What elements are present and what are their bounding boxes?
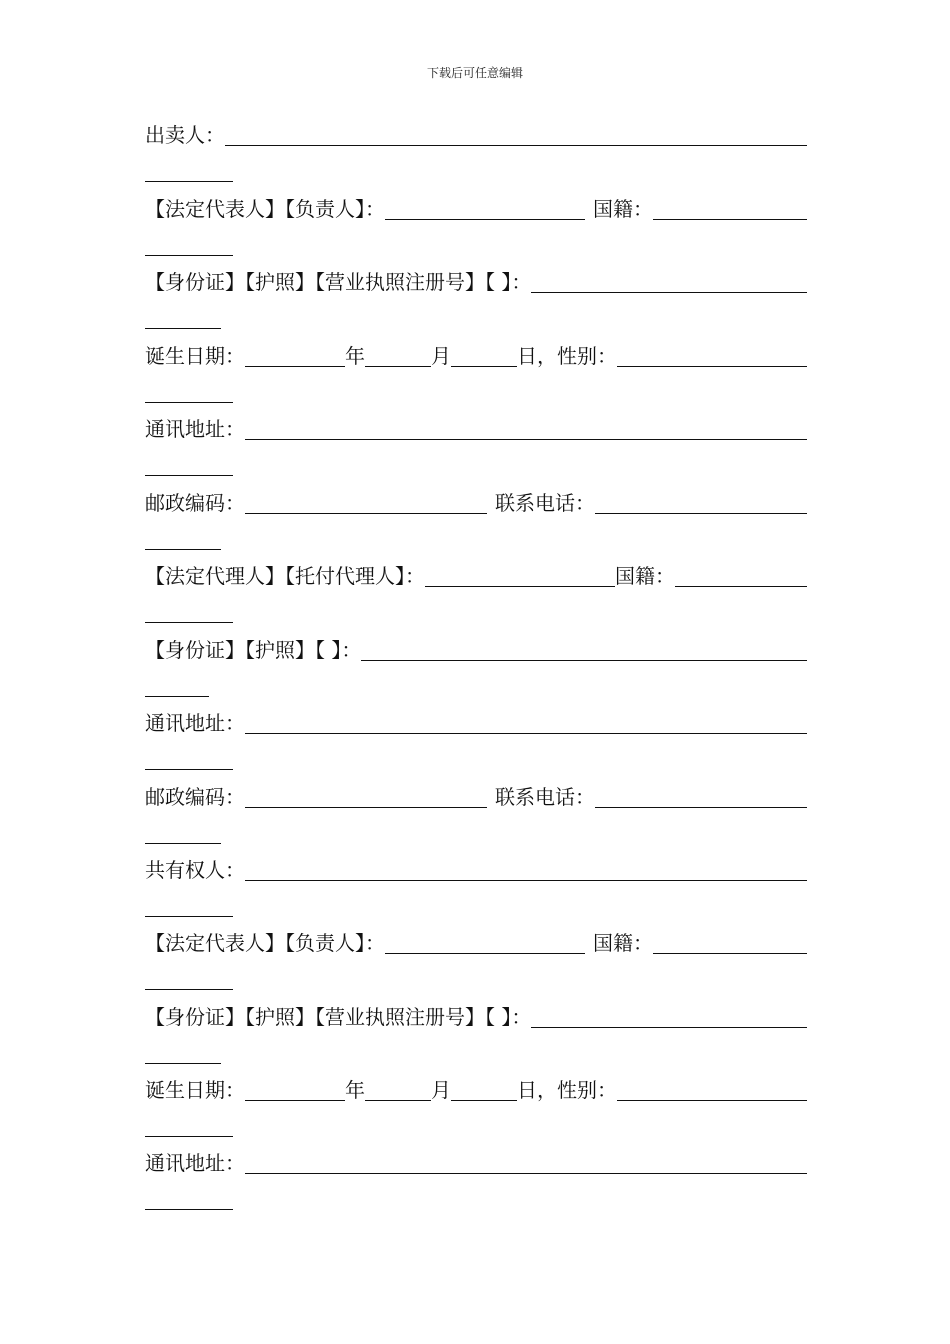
agent-field[interactable] xyxy=(425,564,615,587)
co-gender-field[interactable] xyxy=(617,1078,807,1101)
gender-field[interactable] xyxy=(617,344,807,367)
co-owner-field[interactable] xyxy=(245,858,807,881)
co-owner-label: 共有权人： xyxy=(145,858,245,882)
co-day-gender-label: 日，性别： xyxy=(517,1078,617,1102)
agent-nationality-label: 国籍： xyxy=(615,564,675,588)
co-nationality-label: 国籍： xyxy=(593,931,653,955)
agent-nationality-field[interactable] xyxy=(675,564,807,587)
co-year-label: 年 xyxy=(345,1078,365,1102)
id-doc-field-tail[interactable] xyxy=(145,327,221,329)
legal-rep-field[interactable] xyxy=(385,197,585,220)
agent-address-field-tail[interactable] xyxy=(145,768,233,770)
seller-row xyxy=(145,120,807,150)
agent-address-label: 通讯地址： xyxy=(145,711,245,735)
address-field-tail[interactable] xyxy=(145,474,233,476)
address-label: 通讯地址： xyxy=(145,417,245,441)
agent-id-label: 【身份证】【护照】【 】： xyxy=(145,638,362,662)
agent-row xyxy=(145,561,807,591)
agent-nationality-field-tail[interactable] xyxy=(145,621,233,623)
co-owner-field-tail[interactable] xyxy=(145,915,233,917)
birth-label: 诞生日期： xyxy=(145,344,245,368)
co-address-field-tail[interactable] xyxy=(145,1208,233,1210)
seller-label: 出卖人： xyxy=(145,123,225,147)
agent-postal-row xyxy=(145,782,807,812)
co-birth-year-field[interactable] xyxy=(245,1078,345,1101)
legal-rep-label: 【法定代表人】【负责人】： xyxy=(145,197,385,221)
co-id-doc-field-tail[interactable] xyxy=(145,1062,221,1064)
agent-address-row xyxy=(145,708,807,738)
co-birth-row xyxy=(145,1075,807,1105)
legal-rep-row xyxy=(145,194,807,224)
co-id-doc-field[interactable] xyxy=(531,1005,807,1028)
birth-month-field[interactable] xyxy=(365,344,431,367)
co-legal-rep-field[interactable] xyxy=(385,931,585,954)
phone-field[interactable] xyxy=(595,491,807,514)
co-nationality-field[interactable] xyxy=(653,931,807,954)
agent-postal-field[interactable] xyxy=(245,785,487,808)
day-gender-label: 日，性别： xyxy=(517,344,617,368)
co-legal-rep-label: 【法定代表人】【负责人】： xyxy=(145,931,385,955)
co-id-doc-label: 【身份证】【护照】【营业执照注册号】【 】： xyxy=(145,1005,532,1029)
nationality-label: 国籍： xyxy=(593,197,653,221)
gender-field-tail[interactable] xyxy=(145,401,233,403)
id-doc-field[interactable] xyxy=(531,270,807,293)
seller-field[interactable] xyxy=(225,123,807,146)
agent-id-field-tail[interactable] xyxy=(145,695,209,697)
phone-label: 联系电话： xyxy=(495,491,595,515)
address-field[interactable] xyxy=(245,417,807,440)
co-owner-row xyxy=(145,855,807,885)
birth-day-field[interactable] xyxy=(451,344,517,367)
birth-year-field[interactable] xyxy=(245,344,345,367)
agent-id-field[interactable] xyxy=(361,638,807,661)
postal-row xyxy=(145,488,807,518)
co-address-row xyxy=(145,1148,807,1178)
year-label: 年 xyxy=(345,344,365,368)
co-birth-day-field[interactable] xyxy=(451,1078,517,1101)
co-address-label: 通讯地址： xyxy=(145,1151,245,1175)
page-header: 下载后可任意编辑 xyxy=(426,66,523,80)
agent-phone-label: 联系电话： xyxy=(495,785,595,809)
co-nationality-field-tail[interactable] xyxy=(145,988,233,990)
phone-field-tail[interactable] xyxy=(145,548,221,550)
agent-address-field[interactable] xyxy=(245,711,807,734)
agent-label: 【法定代理人】【托付代理人】： xyxy=(145,564,425,588)
address-row xyxy=(145,414,807,444)
id-doc-label: 【身份证】【护照】【营业执照注册号】【 】： xyxy=(145,270,532,294)
agent-phone-field[interactable] xyxy=(595,785,807,808)
postal-field[interactable] xyxy=(245,491,487,514)
nationality-field-tail[interactable] xyxy=(145,254,233,256)
agent-postal-label: 邮政编码： xyxy=(145,785,245,809)
id-doc-row xyxy=(145,267,807,297)
postal-label: 邮政编码： xyxy=(145,491,245,515)
seller-field-tail[interactable] xyxy=(145,180,233,182)
co-birth-month-field[interactable] xyxy=(365,1078,431,1101)
month-label: 月 xyxy=(431,344,451,368)
nationality-field[interactable] xyxy=(653,197,807,220)
co-legal-rep-row xyxy=(145,928,807,958)
co-gender-field-tail[interactable] xyxy=(145,1135,233,1137)
co-month-label: 月 xyxy=(431,1078,451,1102)
agent-id-row xyxy=(145,635,807,665)
agent-phone-field-tail[interactable] xyxy=(145,842,221,844)
co-id-doc-row xyxy=(145,1002,807,1032)
co-address-field[interactable] xyxy=(245,1151,807,1174)
co-birth-label: 诞生日期： xyxy=(145,1078,245,1102)
birth-row xyxy=(145,341,807,371)
